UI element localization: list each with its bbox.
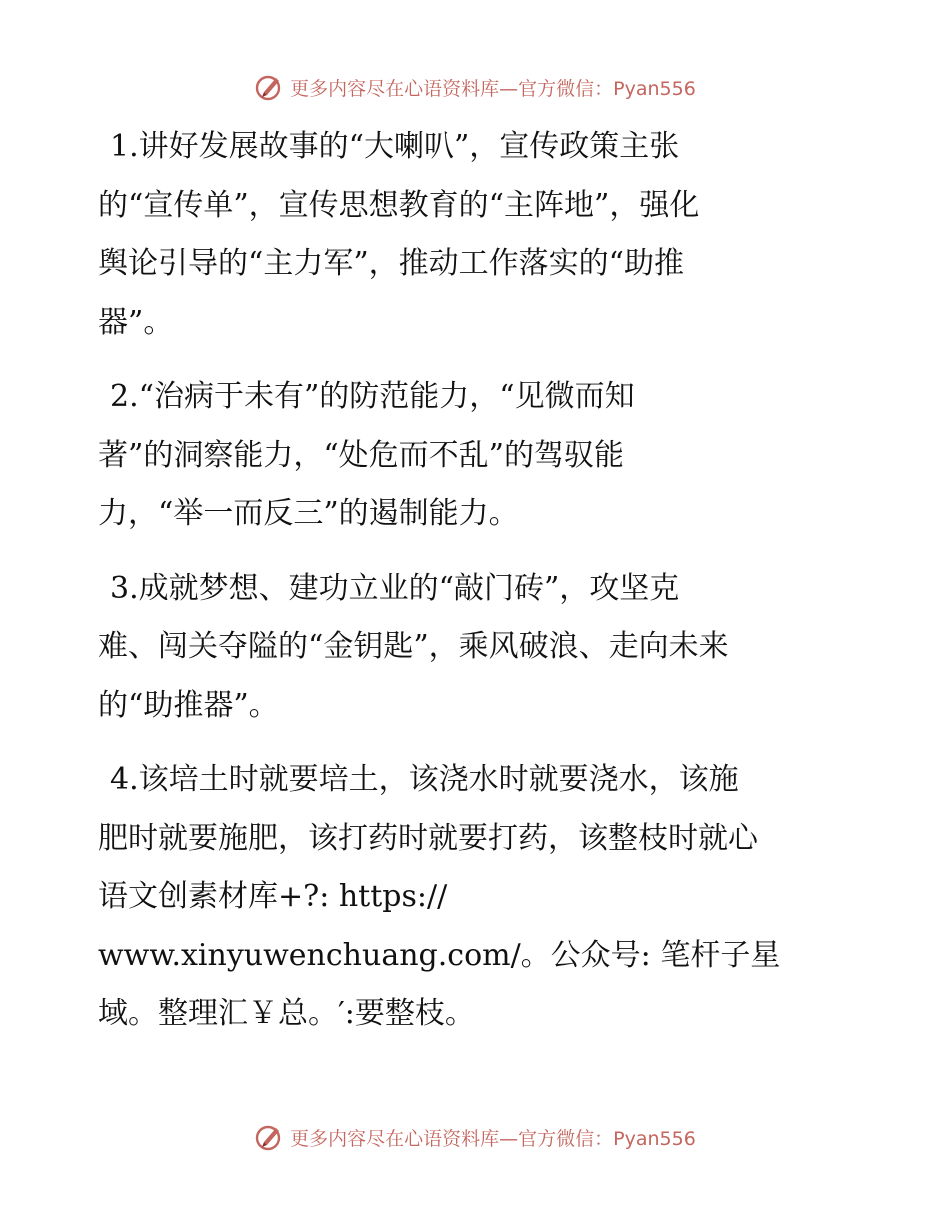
text-line: 舆论引导的“主力军”，推动工作落实的“助推 — [98, 246, 685, 281]
text-line: 2.“治病于未有”的防范能力，“见微而知 — [110, 379, 635, 414]
banner-wechat: 官方微信：Pyan556 — [518, 77, 696, 100]
paragraph-1 — [98, 118, 858, 352]
text-line: 域。整理汇￥总。′:要整枝。 — [98, 996, 475, 1031]
header-banner — [0, 72, 950, 102]
paragraph-3 — [98, 560, 858, 736]
text-line: 的“助推器”。 — [98, 687, 279, 723]
text-line: 肥时就要施肥，该打药时就要打药，该整枝时就心 — [98, 820, 758, 856]
text-line: 1.讲好发展故事的“大喇叭”，宣传政策主张 — [110, 129, 680, 164]
banner-title: 更多内容尽在心语资料库 — [290, 1127, 500, 1150]
text-line: 3.成就梦想、建功立业的“敲门砖”，攻坚克 — [110, 570, 680, 606]
banner-title: 更多内容尽在心语资料库 — [290, 77, 500, 100]
footer-banner — [0, 1122, 950, 1152]
text-line: www.xinyuwenchuang.com/。公众号: 笔杆子星 — [98, 937, 781, 973]
paragraph-4 — [98, 751, 858, 1044]
banner-separator: — — [499, 1127, 519, 1150]
paragraph-2 — [98, 368, 858, 544]
text-line: 器”。 — [98, 304, 174, 340]
document-body — [98, 118, 858, 1060]
banner-wechat: 官方微信：Pyan556 — [518, 1127, 696, 1150]
text-line: 的“宣传单”，宣传思想教育的“主阵地”，强化 — [98, 187, 700, 223]
banner-separator: — — [499, 77, 519, 100]
text-line: 语文创素材库+?: https:// — [98, 879, 448, 914]
pen-logo-icon — [254, 72, 284, 102]
text-line: 著”的洞察能力，“处危而不乱”的驾驭能 — [98, 437, 625, 473]
text-line: 力，“举一而反三”的遏制能力。 — [98, 496, 519, 531]
pen-logo-icon — [254, 1122, 284, 1152]
text-line: 难、闯关夺隘的“金钥匙”，乘风破浪、走向未来 — [98, 629, 729, 664]
text-line: 4.该培土时就要培土，该浇水时就要浇水，该施 — [110, 762, 739, 797]
